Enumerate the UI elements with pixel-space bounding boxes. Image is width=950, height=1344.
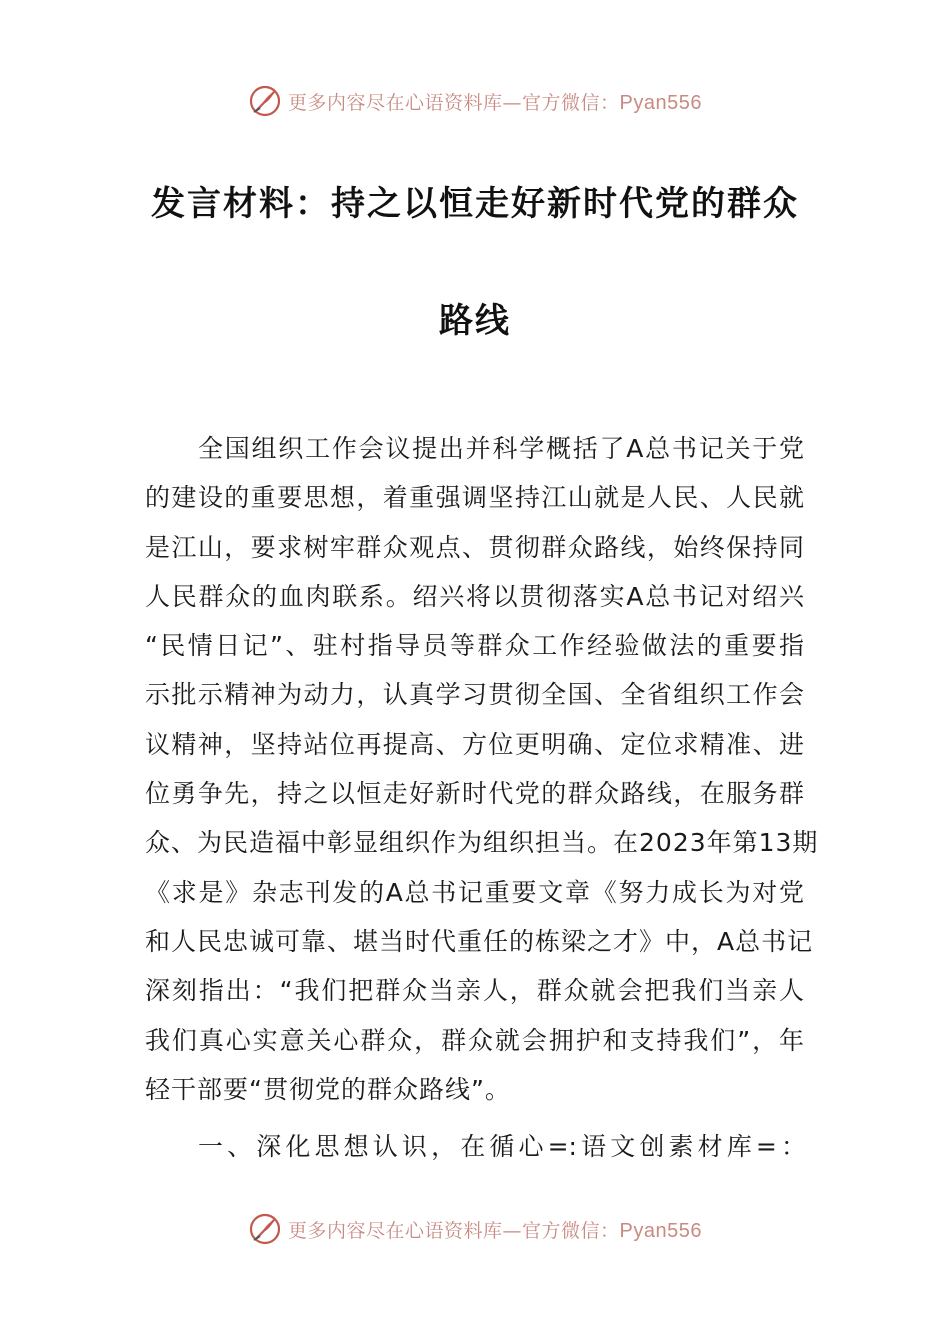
watermark-footer [0, 1212, 950, 1246]
body-line: 人民群众的血肉联系。绍兴将以贯彻落实A总书记对绍兴 [145, 581, 805, 611]
body-line: 是江山，要求树牢群众观点、贯彻群众路线，始终保持同 [145, 532, 805, 562]
body-line: 轻干部要“贯彻党的群众路线”。 [145, 1074, 511, 1104]
body-line: 和人民忠诚可靠、堪当时代重任的栋梁之才》中，A总书记 [145, 926, 814, 956]
body-line: 我们真心实意关心群众，群众就会拥护和支持我们”，年 [145, 1025, 805, 1055]
document-title-line1: 发言材料：持之以恒走好新时代党的群众 [151, 184, 799, 224]
body-line: 示批示精神为动力，认真学习贯彻全国、全省组织工作会 [145, 680, 805, 710]
body-line: 位勇争先，持之以恒走好新时代党的群众路线，在服务群 [145, 779, 805, 809]
quill-logo-icon [248, 84, 282, 118]
watermark-id: Pyan556 [619, 91, 702, 114]
body-paragraph [145, 424, 819, 1114]
body-line: 全国组织工作会议提出并科学概括了A总书记关于党 [198, 434, 805, 463]
watermark-header [0, 84, 950, 118]
body-line: “民情日记”、驻村指导员等群众工作经验做法的重要指 [145, 631, 805, 661]
body-line: 议精神，坚持站位再提高、方位更明确、定位求精准、进 [145, 729, 805, 759]
watermark-label: 更多内容尽在心语资料库—官方微信： [288, 1219, 620, 1242]
body-line: 的建设的重要思想，着重强调坚持江山就是人民、人民就 [145, 483, 805, 513]
watermark-id: Pyan556 [619, 1219, 702, 1242]
watermark-label: 更多内容尽在心语资料库—官方微信： [288, 91, 620, 114]
body-line: 众、为民造福中彰显组织作为组织担当。在2023年第13期 [145, 828, 819, 858]
quill-logo-icon [248, 1212, 282, 1246]
watermark-text [288, 1216, 702, 1243]
document-title-line2: 路线 [439, 301, 511, 341]
watermark-text [288, 88, 702, 115]
body-line: 深刻指出：“我们把群众当亲人，群众就会把我们当亲人 [145, 976, 805, 1006]
section-heading: 一、深化思想认识，在循心=:语文创素材库=： [198, 1132, 806, 1161]
body-line: 《求是》杂志刊发的A总书记重要文章《努力成长为对党 [145, 877, 805, 907]
